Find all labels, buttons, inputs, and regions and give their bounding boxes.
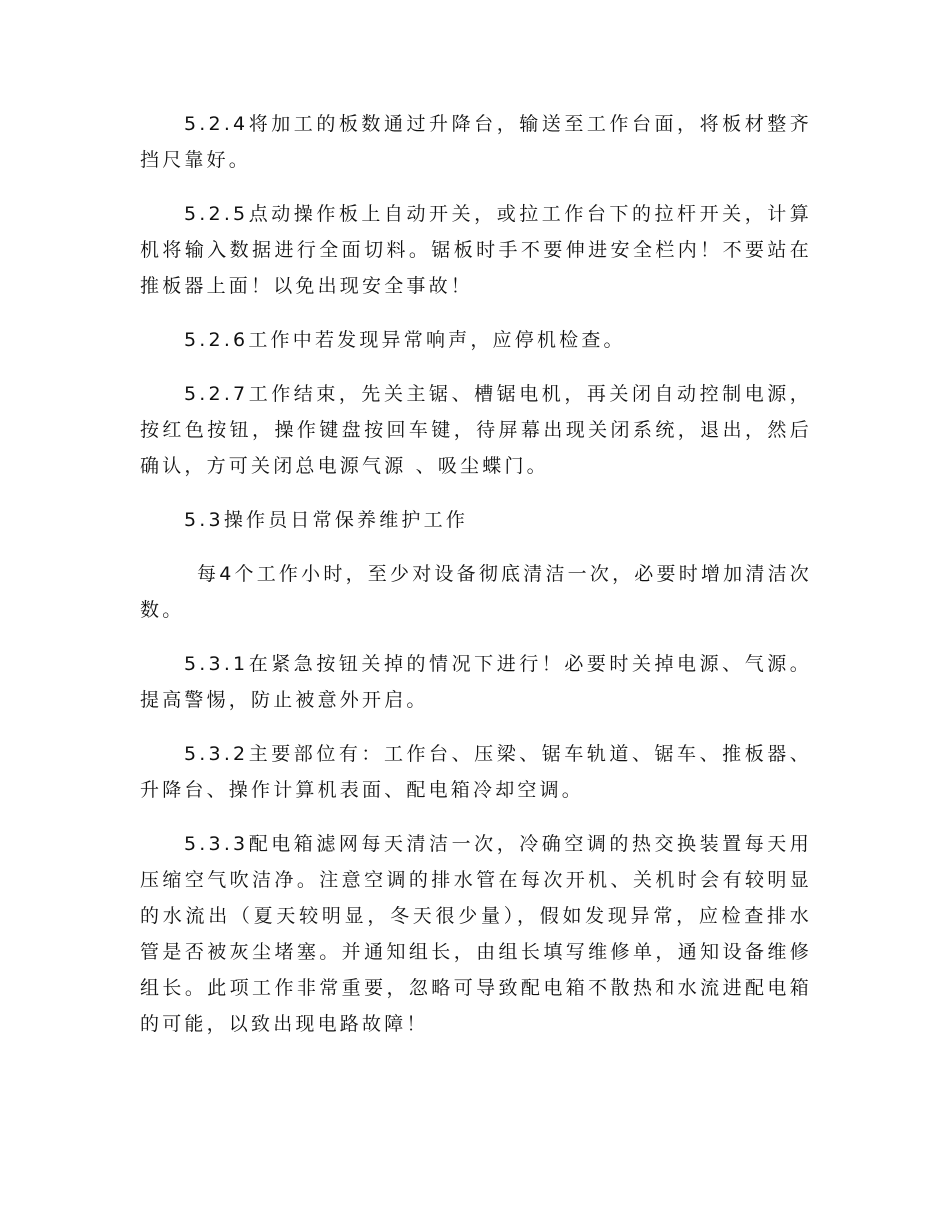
paragraph-5-3-2: 5.3.2主要部位有：工作台、压梁、锯车轨道、锯车、推板器、升降台、操作计算机表面、配电箱冷却空调。 <box>140 743 812 801</box>
paragraph-5-2-5: 5.2.5点动操作板上自动开关，或拉工作台下的拉杆开关，计算机将输入数据进行全面切料。锯板时手不要伸进安全栏内！不要站在推板器上面！以免出现安全事故！ <box>140 203 812 297</box>
paragraph-5-3-1: 5.3.1在紧急按钮关掉的情况下进行！必要时关掉电源、气源。提高警惕，防止被意外开启。 <box>140 653 812 711</box>
paragraph-5-2-6: 5.2.6工作中若发现异常响声，应停机检查。 <box>184 329 626 351</box>
paragraph-5-2-4: 5.2.4将加工的板数通过升降台，输送至工作台面，将板材整齐挡尺靠好。 <box>140 113 812 171</box>
document-body <box>140 106 812 1042</box>
paragraph-cleaning-interval: 每4个工作小时，至少对设备彻底清洁一次，必要时增加清洁次数。 <box>140 563 812 621</box>
paragraph-5-3-3: 5.3.3配电箱滤网每天清洁一次，冷确空调的热交换装置每天用压缩空气吹洁净。注意空调的排水管在每次开机、关机时会有较明显的水流出（夏天较明显，冬天很少量），假如发现异常，应检查排水管是否被灰尘堵塞。并通知组长，由组长填写维修单，通知设备维修组长。此项工作非常重要，忽略可导致配电箱不散热和水流进配电箱的可能，以致出现电路故障！ <box>140 833 812 1035</box>
paragraph-5-2-7: 5.2.7工作结束，先关主锯、槽锯电机，再关闭自动控制电源，按红色按钮，操作键盘按回车键，待屏幕出现关闭系统，退出，然后确认，方可关闭总电源气源 、吸尘蝶门。 <box>140 383 812 477</box>
section-heading-5-3: 5.3操作员日常保养维护工作 <box>184 509 469 531</box>
